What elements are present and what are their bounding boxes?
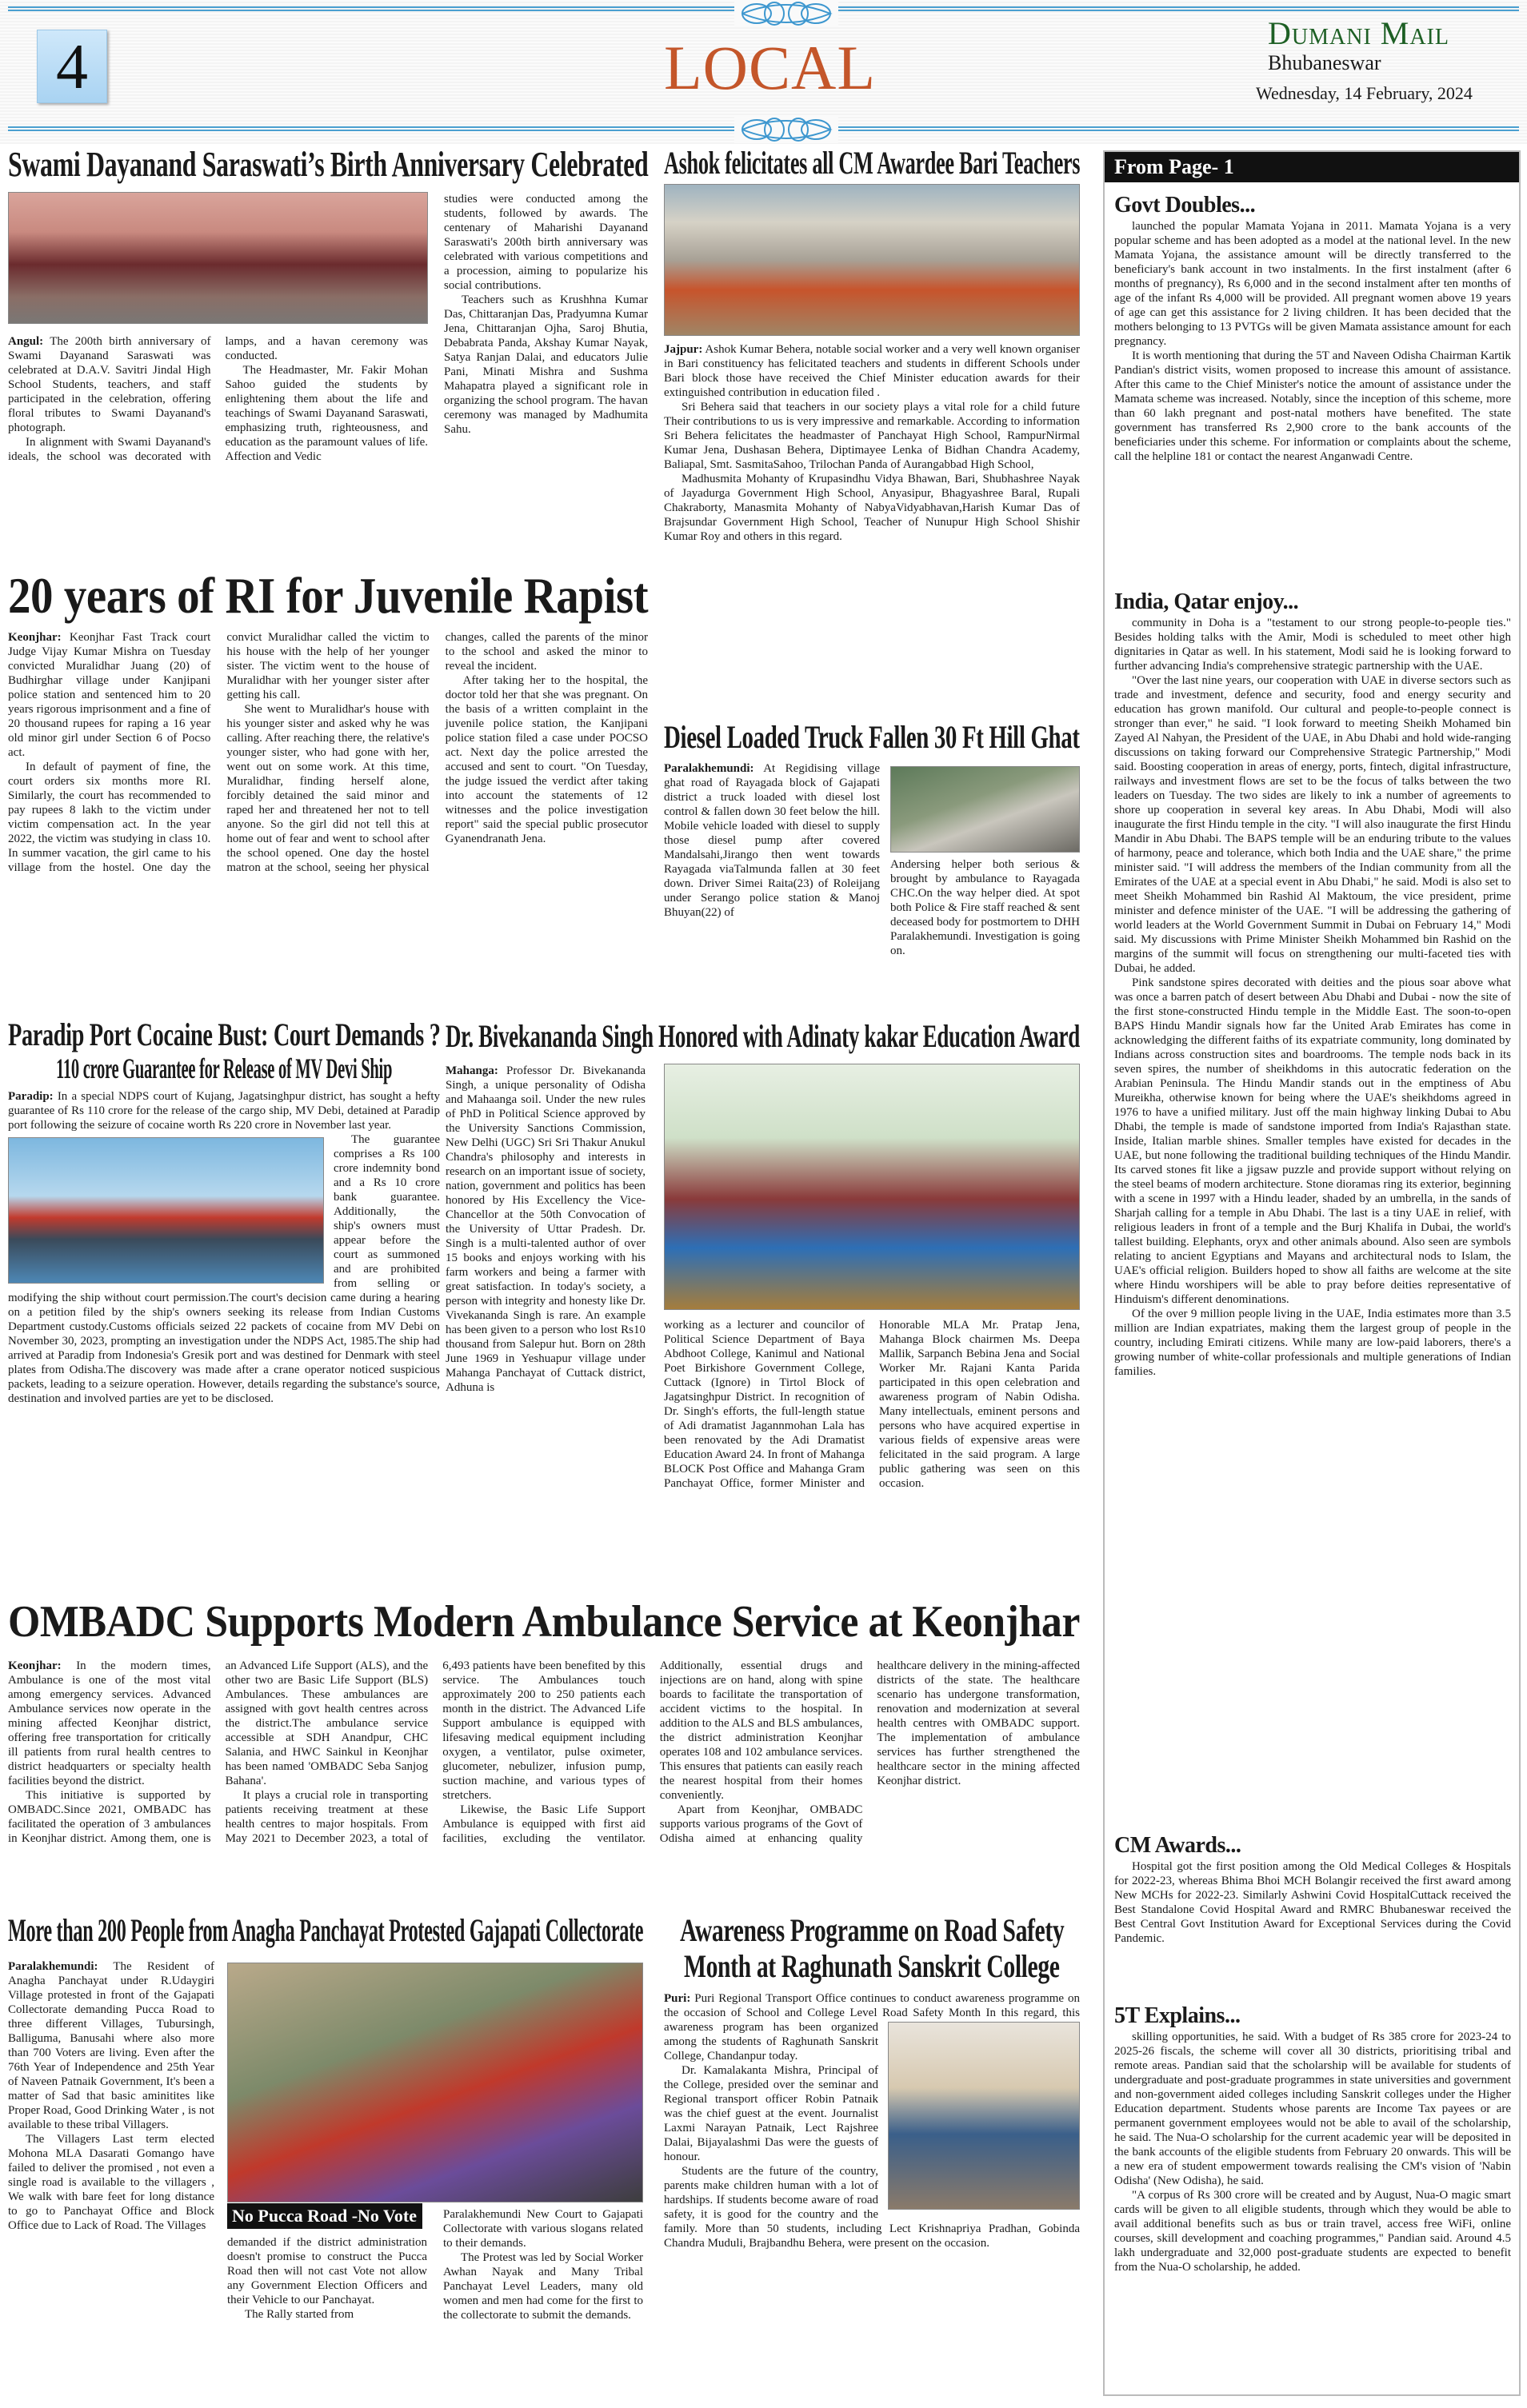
headline: Swami Dayanand Saraswati’s Birth Anniversary Celebrated xyxy=(8,145,649,184)
photo-cargo-ship xyxy=(8,1137,324,1284)
headline: 20 years of RI for Juvenile Rapist xyxy=(8,567,649,624)
article-body: Mahanga: Professor Dr. Bivekananda Singh, a unique personality of Odisha and Mahaanga soil. Under the new rules of PhD in Political Science approved by the University Sanctions Commission, New Delhi (UGC) Sri Sri Thakur Anukul Chandra's philosophy and interests in research on an important issue of society, nation, government and politics has been honored by His Excellency the Vice-Chancellor at the 50th Convocation of the University of Uttar Pradesh. Dr. Singh is a multi-talented author of over 15 books and enjoys working with his farm workers and being a farmer with great satisfaction. In today's society, a person with integrity and honesty like Dr. Vivekananda Singh is rare. An example has been given to a person who lost Rs10 thousand from Salepur hut. Born on 28th June 1969 in Yeshuapur village under Mahanga Panchayat of Cuttack district, Adhuna is xyxy=(446,1064,646,1394)
article-heading: India, Qatar enjoy... xyxy=(1114,589,1299,614)
photo-teachers-felicitation xyxy=(664,184,1080,336)
article-body: Angul: The 200th birth anniversary of Swami Dayanand Saraswati was celebrated at D.A.V. Savitri Jindal High School Students, teachers, and staff participated in the celebration, offering floral tributes to Swami Dayanand's photograph. In alignment with Swami Dayanand's ideals, the school was decorated with lamps, and a havan ceremony was conducted. The Headmaster, Mr. Fakir Mohan Sahoo guided the students by enlightening them about the life and teachings of Swami Dayanand Saraswati, emphasizing truth, righteousness, and education as the paramount values of life. Affection and Vedic xyxy=(8,335,428,463)
article-body: Paradip: In a special NDPS court of Kujang, Jagatsinghpur district, has sought a hefty guarantee of Rs 110 crore for the release of the cargo ship, MV Debi, detained at Paradip port following the seizure of cocaine worth Rs 220 crore in November last year. The guarantee comprises a Rs 100 crore indemnity bond and a Rs 10 crore bank guarantee. Additionally, the ship's owners must appear before the court as summoned and are prohibited from selling or modifying the ship without court permission.The court's decision came during a hearing on a petition filed by the ship's owners seeking its release from Indian Customs Department custody.Customs officials seized 22 packets of cocaine from MV Debi on November 30, 2023, prompting an investigation under the NDPS Act, 1985.The ship had arrived at Paradip from Indonesia's Gresik port and was destined for Denmark with steel plates from Odisha.The discovery was made after a crane operator noticed suspicious packets, leading to a seizure operation. However, details regarding the substance's source, destination and involved parties are yet to be disclosed. xyxy=(8,1090,440,1405)
article-heading: CM Awards... xyxy=(1114,1833,1241,1858)
section-title: LOCAL xyxy=(664,33,876,102)
sidebar-label: From Page- 1 xyxy=(1105,152,1519,182)
article-body: demanded if the district administration doesn't promise to construct the Pucca Road then will not cast Vote not allow any Government Election Officers and their Vehicle to our Panchayat. The Rally started from xyxy=(227,2236,427,2321)
headline: Paradip Port Cocaine Bust: Court Demands ? xyxy=(8,1016,441,1052)
article-govt-doubles: Govt Doubles... launched the popular Mamata Yojana in 2011. Mamata Yojana is a very popular scheme and has been adopted as a model at the national level. In the new Mamata Yojana, the assistance amount will be directly transferred to the beneficiary's bank account in two instalments. In the first instalment (after 6 months of pregnancy), Rs 6,000 and in the second instalment after ten months of age of the infant Rs 4,000 will be provided. All pregnant women above 19 years of age can get this assistance for 2 living children. It has been decided that the mothers belonging to 13 PVTGs will be given Mamata assistance amount for each pregnancy. It is worth mentioning that during the 5T and Naveen Odisha Chairman Kartik Pandian's district visits, women proposed to increase this amount of assistance. After this came to the Chief Minister's notice the amount of assistance under the Mamata scheme was increased. Notably, since the inception of this scheme, more than 60 lakh pregnant and post-natal mothers have benefited. The state government has transferred Rs 2,900 crore to the bank accounts of the beneficiaries under this scheme. For information or complaints about the scheme, call the helpline 181 or contact the nearest Anganwadi Centre. xyxy=(1114,193,1511,463)
headline: Ashok felicitates all CM Awardee Bari Teachers xyxy=(664,145,1081,181)
newspaper-name: Dumani Mail xyxy=(1268,15,1449,51)
article-5t-explains: 5T Explains... skilling opportunities, he said. With a budget of Rs 385 crore for 2023-24 to 2025-26 fiscals, the scheme will cover all 30 districts, prioritising tribal and remote areas. Pandian said that the scholarship will be available for students of undergraduate and post-graduate programmes in state universities and government and non-government aided colleges including Sanskrit colleges under the Higher Education department. Students whose parents are Income Tax payees or are permanent government employees would not be able to avail of the scholarship, he said. The Nua-O scholarship for the current academic year will be deposited in the bank accounts of the eligible students from February 20 onwards. This will be a new era of student empowerment towards realising the CM's vision of 'Nabin Odisha' (New Odisha), he said. "A corpus of Rs 300 crore will be created and by August, Nua-O magic smart cards will be given to all eligible students, through which they would be able to avail additional benefits such as bus or train travel, access free WiFi, online courses, skill development and coaching programmes," Pandian said. Around 4.5 lakh undergraduate and 32,000 post-graduate students are expected to benefit from the Nua-O scholarship, he added. xyxy=(1114,2003,1511,2274)
article-body: studies were conducted among the students, followed by awards. The centenary of Maharishi Dayanand Saraswati's 200th birth anniversary was celebrated with various competitions and a procession, aiming to popularize his social contributions. Teachers such as Krushhna Kumar Das, Chittaranjan Das, Pradyumna Kumar Jena, Chittaranjan Ojha, Saroj Bhutia, Debabrata Panda, Akshay Kumar Nayak, Satya Ranjan Dalai, and educators Julie Pani, Minati Mishra and Sushma Mahapatra played a significant role in organizing the school program. The havan ceremony was managed by Madhumita Sahu. xyxy=(444,193,648,436)
headline: Dr. Bivekananda Singh Honored with Adinaty kakar Education Award xyxy=(446,1018,1080,1054)
article-body: Puri: Puri Regional Transport Office continues to conduct awareness programme on the occasion of School and College Level Road Safety Month In this regard, this awareness program has been organized among the students of Raghunath Sanskrit College, Chandanpur today. Dr. Kamalakanta Mishra, Principal of the College, presided over the seminar and Regional transport officer Robin Patnaik was the chief guest at the event. Journalist Laxmi Narayan Patnaik, Lect Rajshree Dalai, Bijayalashmi Das were the guests of honour. Students are the future of the country, parents make children human with a lot of hardships. If students become aware of road safety, it is good for the country and the family. More than 50 students, including Lect Krishnapriya Pradhan, Gobinda Chandra Muduli, Brajbandhu Behera, were present on the occasion. xyxy=(664,1992,1080,2250)
photo-school-celebration xyxy=(8,192,428,324)
photo-caption: No Pucca Road -No Vote xyxy=(227,2203,422,2229)
photo-protest-rally xyxy=(227,1963,643,2202)
headline: More than 200 People from Anagha Panchayat Protested Gajapati Collectorate xyxy=(8,1912,644,1948)
article-heading: Govt Doubles... xyxy=(1114,193,1256,218)
article-body: Paralakhemundi: At Regidising village ghat road of Rayagada block of Gajapati district a truck loaded with diesel lost control & fallen down 30 feet below the hill. Mobile vehicle loaded with diesel to supply those diesel pump after covered Mandalsahi,Jirango then went towards Rayagada viaTalmunda fallen at 30 feet down. Driver Simei Raita(23) of Roleijang under Serango police station & Manoj Bhuyan(22) of xyxy=(664,762,880,919)
headline: Month at Raghunath Sanskrit College xyxy=(684,1948,1060,1984)
ornament-icon xyxy=(734,116,838,143)
masthead xyxy=(0,0,1527,144)
page-number: 4 xyxy=(37,30,107,103)
article-body: Andersing helper both serious & brought by ambulance to Rayagada CHC.On the way helper died. At spot both Police & Fire staff reached & sent deceased body for postmortem to DHH Paralakhemundi. Investigation is going on. xyxy=(890,858,1080,957)
headline: Awareness Programme on Road Safety xyxy=(680,1912,1065,1948)
article-body: Paralakhemundi: The Resident of Anagha Panchayat under R.Udaygiri Village protested in front of the Gajapati Collectorate demanding Pucca Road to three different Villages, Tubursingh, Balliguma, Banusahi where also more than 700 Voters are living. Even after the 76th Year of Independence and 25th Year of Naveen Patnaik Government, It's been a matter of Sad that basic aminitites like Proper Road, Good Drinking Water , is not available to these tribal Villagers. The Villagers Last term elected Mohona MLA Dasarati Gomango have failed to deliver the promised , not even a single road is available to the villagers , We walk with bare feet for long distance to go to Panchayat Office and Block Office due to Lack of Road. The Villages xyxy=(8,1960,214,2232)
subheadline: 110 crore Guarantee for Release of MV Devi Ship xyxy=(56,1052,393,1084)
article-body: Keonjhar: In the modern times, Ambulance is one of the most vital among emergency services. Advanced Ambulance services now operate in the mining affected Keonjhar district, offering free transportation for critically ill patients from rural health centres to district headquarters or specialty health facilities beyond the district. This initiative is supported by OMBADC.Since 2021, OMBADC has facilitated the operation of 3 ambulances in Keonjhar district. Among them, one is an Advanced Life Support (ALS), and the other two are Basic Life Support (BLS) Ambulances. These ambulances are assigned with govt health centres across the district.The ambulance service accessible at SDH Anandpur, CHC Salania, and HWC Sainkul in Keonjhar has been named 'OMBADC Seba Sanjog Bahana'. It plays a crucial role in transporting patients receiving treatment at these health centres to major hospitals. From May 2021 to December 2023, a total of 6,493 patients have been benefited by this service. The Ambulances touch approximately 200 to 250 patients each month in the district. The Advanced Life Support ambulance is equipped with lifesaving medical equipment including oxygen, a ventilator, pulse oximeter, glucometer, nebulizer, infusion pump, suction machine, and various types of stretchers. Likewise, the Basic Life Support Ambulance is equipped with first aid facilities, excluding the ventilator. Additionally, essential drugs and injections are on hand, along with spine boards to facilitate the transportation of accident victims to the hospital. In addition to the ALS and BLS ambulances, the district administration Keonjhar operates 108 and 102 ambulance services. This ensures that patients can easily reach the nearest hospital from their homes conveniently. Apart from Keonjhar, OMBADC supports various programs of the Govt of Odisha aimed at enhancing quality healthcare delivery in the mining-affected districts of the state. The healthcare scenario has undergone transformation, renovation and modernization at several health centres with OMBADC support. The implementation of ambulance services has further strengthened the healthcare sector in the mining affected Keonjhar district. xyxy=(8,1659,1080,1845)
article-body: Keonjhar: Keonjhar Fast Track court Judge Vijay Kumar Mishra on Tuesday convicted Muralidhar Juang (20) of Budhirghar village under Kanjipani police station and sentenced him to 20 years rigorous imprisonment and a fine of 20 thousand rupees for raping a 16 year old minor girl under Section 6 of Pocso act. In default of payment of fine, the court orders six months more RI. Similarly, the court has recommended to pay rupees 8 lakh to the victim under victim compensation act. In the year 2022, the victim was studying in class 10. In summer vacation, the girl came to his village from the hostel. One day the convict Muralidhar called the victim to his house with the help of her younger sister. The victim went to the house of Muralidhar with her younger sister after getting his call. She went to Muralidhar's house with his younger sister and asked why he was calling. After reaching there, the relative's younger sister, who had gone with her, went out on some work. At this time, Muralidhar, finding herself alone, forcibly detained the said minor and raped her and threatened her not to tell anyone. So the girl did not tell this at home out of fear and went to school after the school opened. One day the hostel matron at the school, seeing her physical changes, called the parents of the minor to the school and asked the minor to reveal the incident. After taking her to the hospital, the doctor told her that she was pregnant. On the basis of a written complaint in the juvenile police station, the Kanjipani police station filed a case under POCSO act. Next day the police arrested the accused and sent to court. "On Tuesday, the judge issued the verdict after taking into account the statements of 12 witnesses and the police investigation report" said the special public prosecutor Gyanendranath Jena. xyxy=(8,631,648,874)
article-body: Jajpur: Ashok Kumar Behera, notable social worker and a very well known organiser in Bari constituency has felicitated teachers and students in different Schools under Bari block those have received the Chief Minister education awards for their extinguished contribution in education filed . Sri Behera said that teachers in our society plays a vital role for a child future Their contributions to us is very impressive and remarkable. According to information Sri Behera felicitates the headmaster of Panchayat High School, RampurNirmal Kumar Jena, Dushasan Behera, Diptimayee Lenka of Bidhan Chandra Academy, Baliapal, Smt. SasmitaSahoo, Trilochan Panda of Aurangabbad High School, Madhusmita Mohanty of Krupasindhu Vidya Bhawan, Bari, Shubhashree Nayak of Jayadurga Government High School, Anyasipur, Bhagyashree Baral, Rupali Chakraborty, Manasmita Mohanty of NabyaVidyabhavan,Harish Kumar Das of Brajsundar Government High School, Teacher of Nunupur High School Shishir Kumar Roy and others in this regard. xyxy=(664,343,1080,543)
article-body: working as a lecturer and councilor of Political Science Department of Baya Abdhoot College, Kanimul and National Poet Birkishore Government College, Cuttack (Ignore) in Tirtol Block of Jagatsinghpur District. In recognition of Dr. Singh's efforts, the full-length statue of Adi dramatist Jagannmohan Lala has been renovated by the Adi Dramatist Education Award 24. In front of Mahanga BLOCK Post Office and Mahanga Gram Panchayat Office, former Minister and Honorable MLA Mr. Pratap Jena, Mahanga Block chairmen Ms. Deepa Mallik, Sarpanch Bebina Jena and Social Worker Mr. Rajani Kanta Parida participated in this open celebration and awareness program of Nabin Odisha. Many intellectuals, eminent persons and persons who have acquired expertise in various fields of expensive areas were felicitated in the said program. A large public gathering was seen on this occasion. xyxy=(664,1319,1080,1490)
article-cm-awards: CM Awards... Hospital got the first position among the Old Medical Colleges & Hospitals for 2022-23, whereas Bhima Bhoi MCH Bolangir received the first award among New MCHs for 2022-23. Similarly Ashwini Covid HospitalCuttack received the Best Standalone Covid Hospital Award and RMRC Bhubaneswar received the Best Central Govt Institution Award for Exceptional Services during the Covid Pandemic. xyxy=(1114,1833,1511,1945)
edition-city: Bhubaneswar xyxy=(1268,51,1381,74)
headline: OMBADC Supports Modern Ambulance Service at Keonjhar xyxy=(8,1597,1080,1647)
photo-overturned-truck xyxy=(890,766,1080,853)
article-body: Paralakhemundi New Court to Gajapati Collectorate with various slogans related to their demands. The Protest was led by Social Worker Awhan Nayak and Many Tribal Panchayat Level Leaders, many old women and men had come for the first to the collectorate to submit the demands. xyxy=(443,2208,643,2322)
article-heading: 5T Explains... xyxy=(1114,2003,1241,2028)
ornament-icon xyxy=(734,0,838,27)
issue-date: Wednesday, 14 February, 2024 xyxy=(1256,83,1473,103)
article-india-qatar: India, Qatar enjoy... community in Doha is a "testament to our strong people-to-people ties." Besides holding talks with the Amir, Modi is scheduled to meet other high dignitaries in Qatar as well. In his statement, Modi said he is looking forward to further advancing India's comprehensive strategic partnership with the UAE. "Over the last nine years, our cooperation with UAE in diverse sectors such as trade and investment, defence and security, food and energy security and education has grown manifold. Our cultural and people-to-people connect is stronger than ever," he said. "I look forward to meeting Sheikh Mohamed bin Zayed Al Nahyan, the President of the UAE, in Abu Dhabi and hold wide-ranging discussions on taking forward our Comprehensive Strategic Partnership," Modi said. Boosting cooperation in areas of energy, ports, fintech, digital infrastructure, railways and investment flows are set to be the focus of talks between the two leaders on Tuesday. The two sides are likely to ink a number of agreements to shore up cooperation in several key areas. In Abu Dhabi, Modi will also inaugurate the first Hindu temple in the city. "I will also inaugurate the first Hindu Mandir in Abu Dhabi. The BAPS temple will be an enduring tribute to the values of harmony, peace and tolerance, which both India and the UAE share," the prime minister said. "I will address the members of the Indian community from all the Emirates of the UAE at a special event in Abu Dhabi," he said. Modi is also set to meet Sheikh Mohammed bin Rashid Al Maktoum, the vice president, prime minister and defence minister of the UAE. "I will be addressing the gathering of world leaders at the World Government Summit in Dubai on February 14," Modi said. My discussions with Prime Minister Sheikh Mohammed bin Rashid on the margins of the summit will focus on strengthening our multi-faceted ties with Dubai, he added. Pink sandstone spires decorated with deities and the pious soar above what was once a barren patch of desert between Abu Dhabi and Dubai - now the site of the first stone-constructed Hindu temple in the Middle East. The soon-to-open BAPS Hindu Mandir signals how far the United Arab Emirates has come in acknowledging the different faiths of its expatriate community, long dominated by Indians across construction sites and boardrooms. The temple nods back in its seven spires, the number of sheikhdoms in this autocratic federation on the Arabian Peninsula. The Hindu Mandir stands out in the emptiness of Abu Mureikha, otherwise known for being where the UAE's sheikhdoms agreed in 1976 to have a unified military. Just off the main highway linking Dubai to Abu Dhabi, the temple is made of sandstone imported from India's Rajasthan state. Inside, Italian marble shines. Smaller temples have existed for decades in the UAE, but none following the traditional building techniques of the Hindu Mandir. Its carved stones fit like a jigsaw puzzle and provide support without relying on the steel beams of modern architecture. Stone dioramas ring its exterior, beginning with a scene in 1997 with a Hindu leader, shaded by an umbrella, in the sands of Sharjah calling for a temple in Abu Dhabi. The last is a tiny UAE in relief, with religious leaders in front of a temple and the Burj Khalifa in Dubai, the world's tallest building. Elephants, oryx and other animals abound. Also seen are symbols relating to ancient Egyptians and Mayans and architectural nods to Islam, the UAE's official religion. Builders hoped to show all faiths are welcome at the site where Hindu worshipers will be able to pray before deities representative of Hinduism's different denominations. Of the over 9 million people living in the UAE, India estimates more than 3.5 million are Indian expatriates, making them the largest group of people in the country, including Emirati citizens. While many are low-paid laborers, there's a growing number of white-collar professionals and multiple generations of Indian families. xyxy=(1114,589,1511,1378)
from-page-1-sidebar xyxy=(1103,150,1521,2396)
photo-road-safety-seminar xyxy=(888,2022,1080,2210)
headline: Diesel Loaded Truck Fallen 30 Ft Hill Ghat xyxy=(664,719,1080,755)
photo-award-ceremony xyxy=(664,1064,1080,1310)
